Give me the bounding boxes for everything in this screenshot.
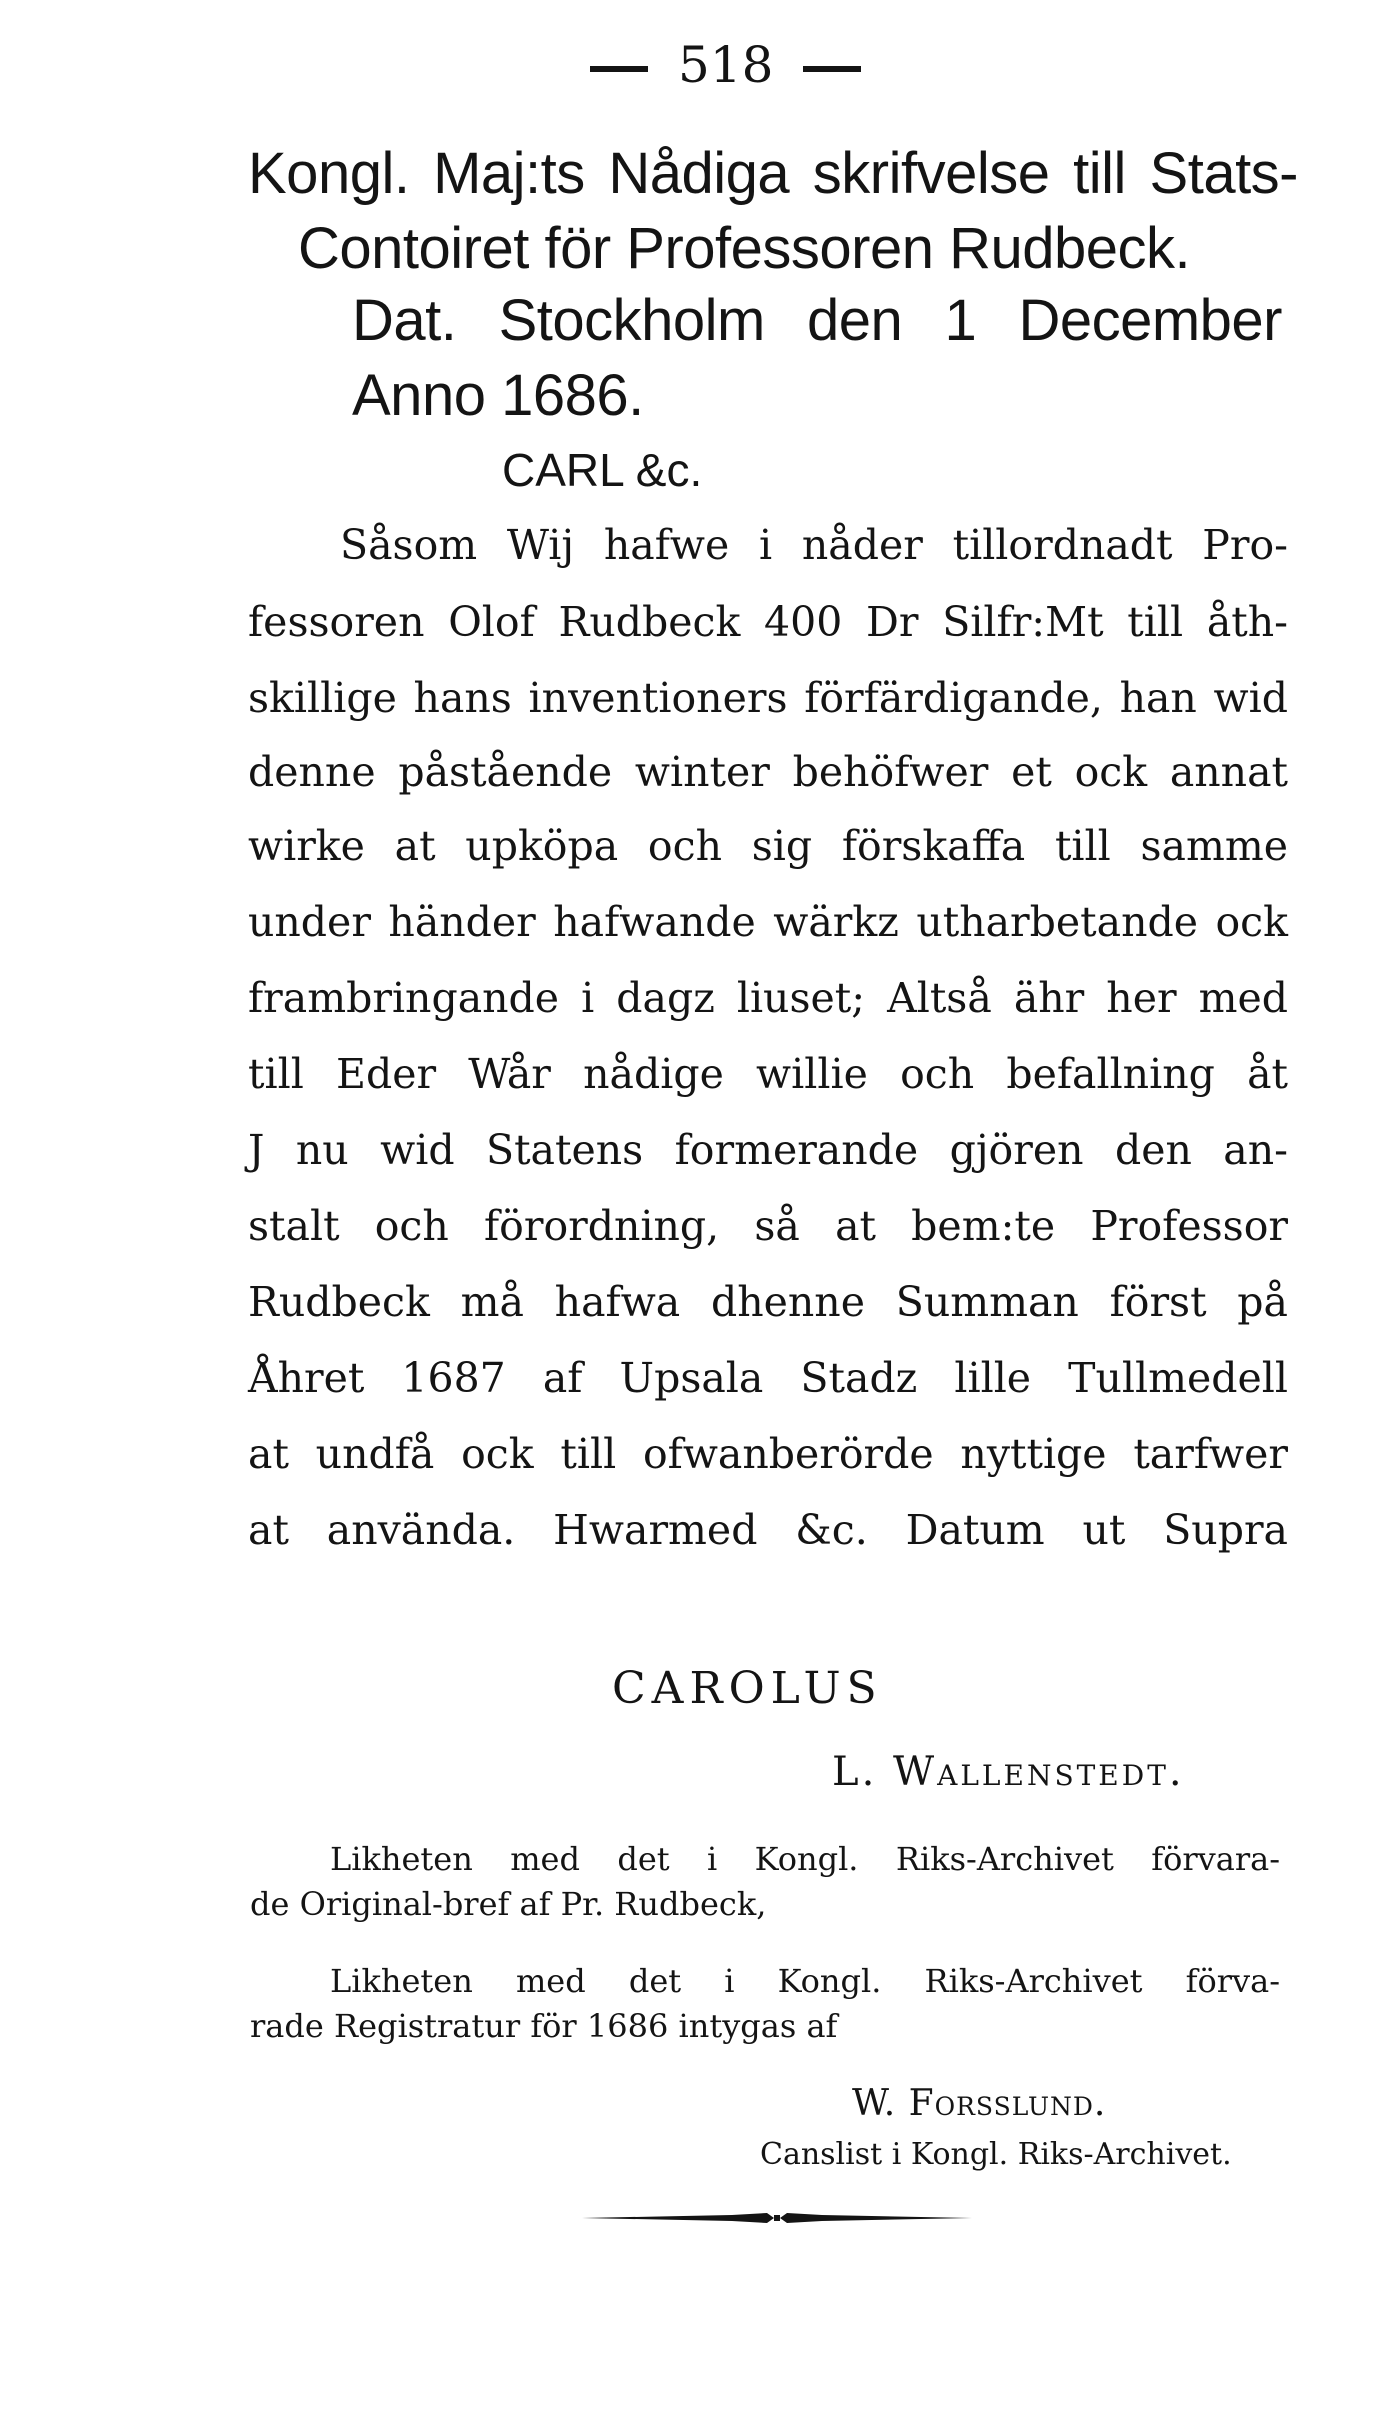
attestation-line: de Original-bref af Pr. Rudbeck,	[250, 1885, 767, 1923]
page-header	[560, 36, 950, 94]
salutation: CARL &c.	[502, 444, 703, 496]
body-line: under händer hafwande wärkz utharbetande ock	[248, 898, 1288, 946]
body-line: denne påstående winter behöfwer et ock annat	[248, 748, 1288, 796]
body-line: J nu wid Statens formerande gjören den an-	[248, 1126, 1288, 1174]
countersignature: L. Wallenstedt.	[832, 1749, 1185, 1795]
attestation-line: rade Registratur för 1686 intygas af	[250, 2007, 838, 2045]
header-dash-right	[803, 66, 861, 72]
body-line: stalt och förordning, så at bem:te Professor	[248, 1202, 1288, 1250]
body-line: fessoren Olof Rudbeck 400 Dr Silfr:Mt till åth-	[248, 598, 1288, 646]
body-line: wirke at upköpa och sig förskaffa till samme	[248, 822, 1288, 870]
title-line-1: Kongl. Maj:ts Nådiga skrifvelse till Stats-	[248, 141, 1298, 206]
body-line: Såsom Wij hafwe i nåder tillordnadt Pro-	[340, 521, 1288, 569]
attestor-title: Canslist i Kongl. Riks-Archivet.	[760, 2137, 1232, 2172]
header-dash-left	[590, 66, 648, 72]
body-line: Rudbeck må hafwa dhenne Summan först på	[248, 1278, 1288, 1326]
body-line: skillige hans inventioners förfärdigande, han wid	[248, 674, 1288, 722]
body-line: frambringande i dagz liuset; Altså ähr her med	[248, 974, 1288, 1022]
ornamental-rule	[582, 2210, 972, 2226]
body-line: Åhret 1687 af Upsala Stadz lille Tullmedell	[248, 1354, 1288, 1402]
title-line-3: Dat. Stockholm den 1 December	[352, 288, 1282, 353]
attestor-name: W. Forsslund.	[852, 2083, 1107, 2124]
royal-signature: CAROLUS	[612, 1663, 883, 1714]
title-line-4: Anno 1686.	[352, 363, 644, 428]
attestation-line: Likheten med det i Kongl. Riks-Archivet förva-	[330, 1962, 1280, 2000]
page-number: 518	[678, 36, 774, 94]
title-line-2: Contoiret för Professoren Rudbeck.	[298, 216, 1191, 281]
attestation-line: Likheten med det i Kongl. Riks-Archivet förvara-	[330, 1840, 1280, 1878]
body-line: till Eder Wår nådige willie och befallning åt	[248, 1050, 1288, 1098]
body-line: at använda. Hwarmed &c. Datum ut Supra	[248, 1506, 1288, 1554]
body-line: at undfå ock till ofwanberörde nyttige tarfwer	[248, 1430, 1288, 1478]
